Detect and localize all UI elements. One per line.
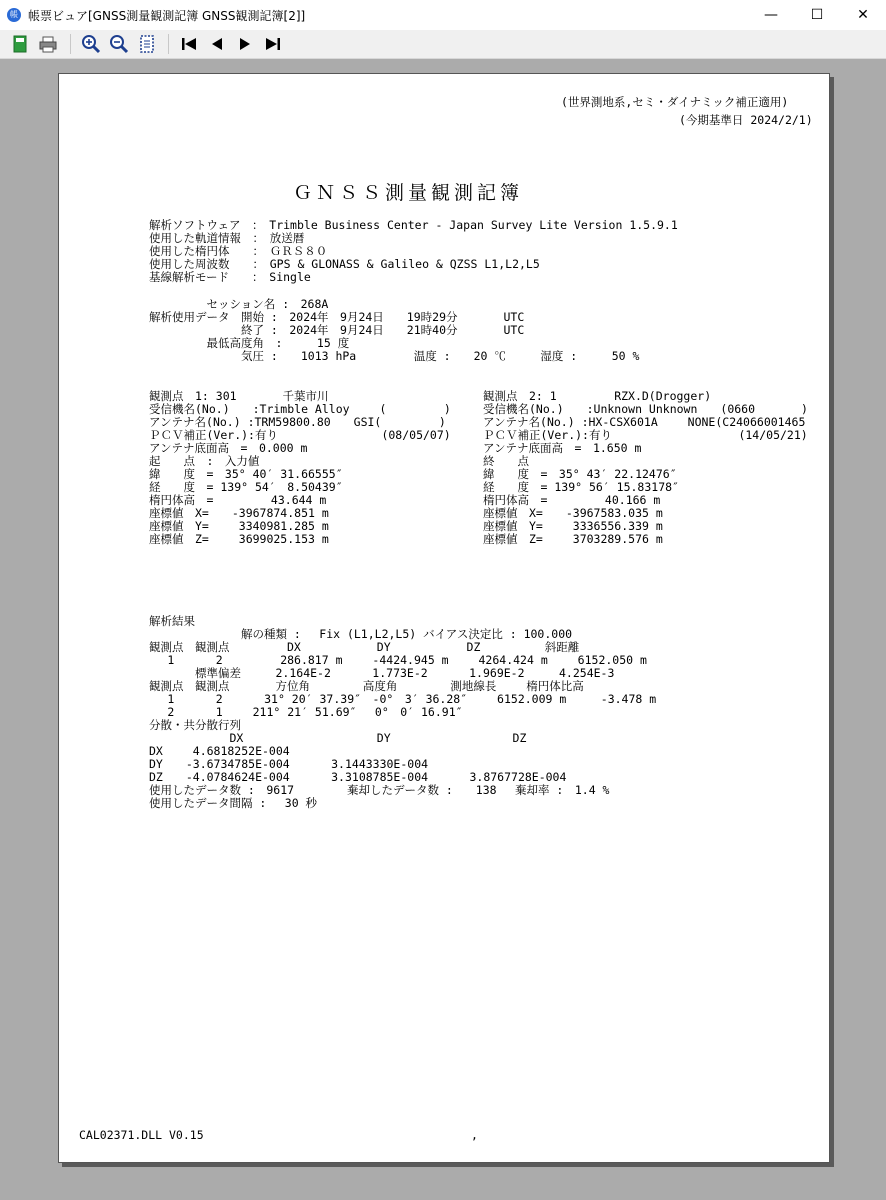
station-line: アンテナ名(No.) :HX-CSX601A NONE(C24066001465 [483, 415, 806, 429]
window-titlebar [0, 0, 886, 30]
results-line: DX 4.6818252E-004 [149, 744, 290, 758]
app-icon: 帳 [7, 8, 21, 22]
info-line: 使用した軌道情報 ： 放送暦 [149, 231, 305, 245]
station-line: 観測点 2: 1 RZX.D(Drogger) [483, 389, 712, 403]
last-page-icon[interactable] [262, 33, 284, 55]
toolbar [0, 30, 886, 59]
station-line: 緯 度 = 35° 40′ 31.66555″ [149, 467, 343, 481]
toolbar-separator [70, 34, 71, 54]
station-line: アンテナ底面高 = 1.650 m [483, 441, 642, 455]
station-line: 座標値 Z= 3699025.153 m [149, 532, 329, 546]
window-title: 帳票ビュア[GNSS測量観測記簿 GNSS観測記簿[2]] [28, 9, 306, 23]
station-line: アンテナ名(No.) :TRM59800.80 GSI( ) [149, 415, 446, 429]
info-line: 基線解析モード ： Single [149, 270, 311, 284]
info-line: 使用した周波数 ： GPS & GLONASS & Galileo & QZSS L1,L2,L5 [149, 257, 540, 271]
report-title: ＧＮＳＳ測量観測記簿 [293, 182, 524, 204]
results-line: 標準偏差 2.164E-2 1.773E-2 1.969E-2 4.254E-3 [149, 666, 615, 680]
results-line: 1 2 31° 20′ 37.39″ -0° 3′ 36.28″ 6152.009 m -3.478 m [149, 692, 657, 706]
zoom-in-icon[interactable] [80, 33, 102, 55]
session-line: セッション名 : 268A [149, 297, 329, 311]
station-line: 座標値 Y= 3340981.285 m [149, 519, 329, 533]
station-line: 緯 度 = 35° 43′ 22.12476″ [483, 467, 677, 481]
session-line: 終了 : 2024年 9月24日 21時40分 UTC [149, 323, 525, 337]
save-icon[interactable] [9, 33, 31, 55]
station-line: 座標値 Z= 3703289.576 m [483, 532, 663, 546]
station-line: ＰＣＶ補正(Ver.):有り (08/05/07) [149, 428, 451, 442]
info-line: 使用した楕円体 ： ＧＲＳ８０ [149, 244, 328, 258]
results-line: 使用したデータ数 : 9617 棄却したデータ数 : 138 棄却率 : 1.4 % [149, 783, 610, 797]
session-line: 最低高度角 : 15 度 [149, 336, 350, 350]
first-page-icon[interactable] [178, 33, 200, 55]
results-line: DY -3.6734785E-004 3.1443330E-004 [149, 757, 429, 771]
results-line: 1 2 286.817 m -4424.945 m 4264.424 m 6152.050 m [149, 653, 647, 667]
station-line: 座標値 X= -3967583.035 m [483, 506, 663, 520]
maximize-button[interactable]: ☐ [810, 7, 824, 23]
fit-page-icon[interactable] [136, 33, 158, 55]
results-line: DZ -4.0784624E-004 3.3108785E-004 3.8767728E-004 [149, 770, 567, 784]
analysis-results [149, 615, 656, 810]
footer-mark: , [471, 1128, 478, 1142]
results-line: 使用したデータ間隔 : 30 秒 [149, 796, 318, 810]
header-note: (世界測地系,セミ・ダイナミック補正適用) [561, 95, 789, 109]
analysis-info [149, 219, 678, 284]
results-line: 2 1 211° 21′ 51.69″ 0° 0′ 16.91″ [149, 705, 463, 719]
report-page [58, 73, 830, 1163]
station-line: 受信機名(No.) :Unknown Unknown (0660 ) [483, 402, 808, 416]
results-line: 解析結果 [149, 614, 195, 628]
station-line: 経 度 = 139° 56′ 15.83178″ [483, 480, 679, 494]
station-line: アンテナ底面高 = 0.000 m [149, 441, 308, 455]
station-line: 観測点 1: 301 千葉市川 [149, 389, 329, 403]
previous-page-icon[interactable] [206, 33, 228, 55]
station-line: 受信機名(No.) :Trimble Alloy ( ) [149, 402, 451, 416]
station-1-block [149, 390, 451, 546]
session-line: 解析使用データ 開始 : 2024年 9月24日 19時29分 UTC [149, 310, 525, 324]
footer-dll-version: CAL02371.DLL V0.15 [79, 1128, 204, 1142]
results-line: 解の種類 : Fix (L1,L2,L5) バイアス決定比 : 100.000 [149, 627, 573, 641]
results-line: 分散・共分散行列 [149, 718, 241, 732]
station-2-block [483, 390, 808, 546]
station-line: ＰＣＶ補正(Ver.):有り (14/05/21) [483, 428, 808, 442]
station-line: 終 点 [483, 454, 529, 468]
results-line: DX DY DZ [149, 731, 527, 745]
results-line: 観測点 観測点 方位角 高度角 測地線長 楕円体比高 [149, 679, 584, 693]
session-info [149, 298, 639, 363]
station-line: 経 度 = 139° 54′ 8.50439″ [149, 480, 343, 494]
toolbar-separator [168, 34, 169, 54]
station-line: 楕円体高 = 43.644 m [149, 493, 327, 507]
close-button[interactable]: ✕ [857, 7, 869, 23]
minimize-button[interactable]: — [764, 7, 778, 23]
info-line: 解析ソフトウェア ： Trimble Business Center - Japan Survey Lite Version 1.5.9.1 [149, 218, 678, 232]
station-line: 起 点 : 入力値 [149, 454, 260, 468]
results-line: 観測点 観測点 DX DY DZ 斜距離 [149, 640, 580, 654]
zoom-out-icon[interactable] [108, 33, 130, 55]
next-page-icon[interactable] [234, 33, 256, 55]
session-line: 気圧 : 1013 hPa 温度 : 20 ℃ 湿度 : 50 % [149, 349, 640, 363]
station-line: 座標値 Y= 3336556.339 m [483, 519, 663, 533]
reference-date-note: (今期基準日 2024/2/1) [679, 113, 813, 127]
print-icon[interactable] [37, 33, 59, 55]
station-line: 座標値 X= -3967874.851 m [149, 506, 329, 520]
station-line: 楕円体高 = 40.166 m [483, 493, 661, 507]
